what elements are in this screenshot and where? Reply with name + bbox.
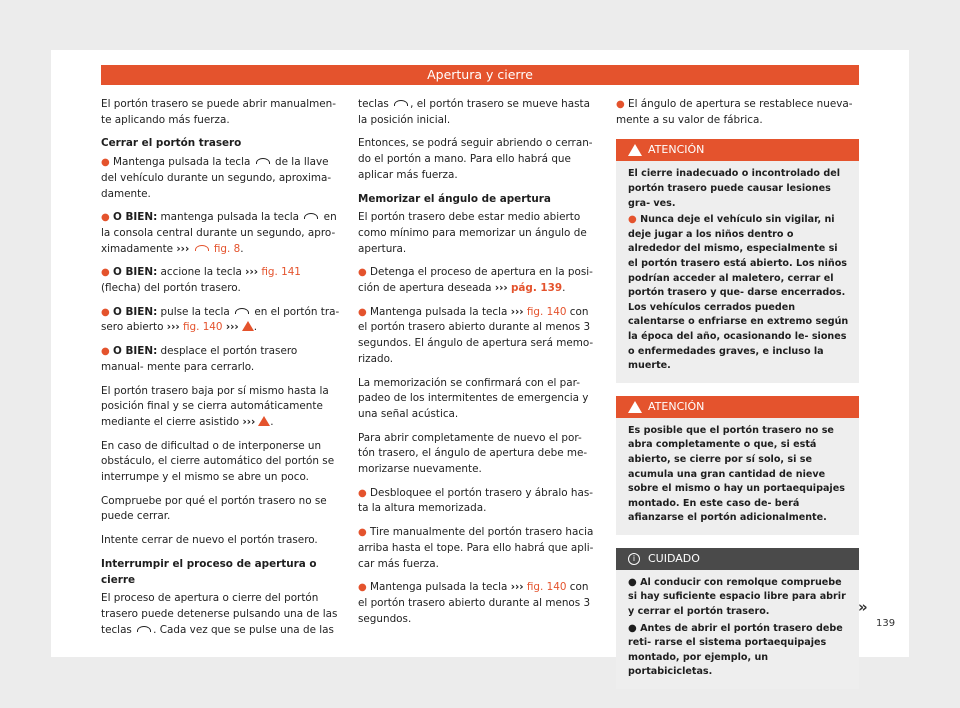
paragraph: teclas , el portón trasero se mueve hasta la posición inicial.	[358, 98, 590, 126]
list-item: ● O BIEN: desplace el portón trasero manual- mente para cerrarlo.	[101, 345, 298, 373]
info-circle-icon: i	[628, 553, 640, 565]
paragraph: En caso de dificultad o de interponerse un obstáculo, el cierre automático del portón se interrumpe y el mismo se abre un poco.	[101, 439, 335, 484]
warning-header: ATENCIÓN	[616, 396, 859, 418]
warning-triangle-icon[interactable]	[242, 321, 254, 331]
column-2	[358, 97, 600, 635]
continue-marker: »	[858, 598, 868, 616]
page-link[interactable]: pág. 139	[510, 282, 563, 295]
warning-body	[616, 161, 859, 382]
list-item: ● Mantenga pulsada la tecla de la llave del vehículo durante un segundo, aproxima- damente.	[101, 156, 332, 200]
caution-body	[616, 570, 859, 689]
warning-triangle-icon	[628, 401, 642, 413]
warning-box	[616, 396, 859, 535]
caution-header: i CUIDADO	[616, 548, 859, 570]
paragraph: El portón trasero debe estar medio abierto como mínimo para memorizar un ángulo de apertura.	[358, 211, 587, 255]
car-key-icon	[256, 158, 270, 164]
paragraph: La memorización se confirmará con el par- padeo de los intermitentes de emergencia y una señal acústica.	[358, 376, 589, 420]
car-key-icon	[304, 213, 318, 219]
list-item: ● El ángulo de apertura se restablece nueva- mente a su valor de fábrica.	[616, 98, 853, 126]
section-header: Apertura y cierre	[101, 65, 859, 85]
figure-link[interactable]: fig. 8	[213, 242, 241, 255]
warning-box	[616, 139, 859, 382]
figure-link[interactable]: fig. 140	[526, 305, 567, 318]
caution-bullet: ● Al conducir con remolque compruebe si hay suficiente espacio libre para abrir y cerrar el portón trasero.	[628, 576, 846, 618]
column-3	[616, 97, 859, 689]
caution-box	[616, 548, 859, 689]
heading-close: Cerrar el portón trasero	[101, 137, 242, 150]
car-key-icon	[137, 626, 151, 632]
list-item: ● O BIEN: pulse la tecla en el portón tra- sero abierto ››› fig. 140 ››› .	[101, 305, 340, 334]
list-item: ● Mantenga pulsada la tecla ››› fig. 140 con el portón trasero abierto durante al menos 3 segundos. El ángulo de apertura será memo- rizado.	[358, 305, 594, 365]
paragraph: Para abrir completamente de nuevo el por- tón trasero, el ángulo de apertura debe me- morizarse nuevamente.	[358, 431, 588, 476]
heading-memo: Memorizar el ángulo de apertura	[358, 192, 551, 205]
list-item: ● Mantenga pulsada la tecla ››› fig. 140 con el portón trasero abierto durante al menos 3 segundos.	[358, 581, 591, 625]
tailgate-icon	[195, 245, 209, 251]
paragraph: Compruebe por qué el portón trasero no se puede cerrar.	[101, 494, 327, 523]
figure-link[interactable]: fig. 140	[526, 581, 567, 594]
figure-link[interactable]: fig. 140	[182, 321, 223, 334]
list-item: ● O BIEN: accione la tecla ››› fig. 141 (flecha) del portón trasero.	[101, 266, 301, 295]
warning-header: ATENCIÓN	[616, 139, 859, 161]
heading-interrupt: Interrumpir el proceso de apertura o cierre	[101, 557, 317, 586]
paragraph: Entonces, se podrá seguir abriendo o cerran- do el portón a mano. Para ello habrá que aplicar más fuerza.	[358, 137, 593, 181]
bullet: ●	[101, 157, 110, 169]
page-number: 139	[876, 618, 896, 629]
warning-text: El cierre inadecuado o incontrolado del portón trasero puede causar lesiones gra- ves.	[628, 168, 841, 209]
car-key-icon	[394, 100, 408, 106]
warning-bullet: ● Nunca deje el vehículo sin vigilar, ni deje jugar a los niños dentro o alrededor del mismo, especialmente si el portón trasero está abierto. Los niños podrían acceder al maletero, cerrar el portón trasero y que- darse encerrados. Los vehículos cerrados pueden calentarse o enfriarse en extremo según la época del año, ocasionando le- siones o enfermedades graves, e incluso la muerte.	[628, 214, 849, 372]
figure-link[interactable]: fig. 141	[261, 266, 301, 279]
warning-triangle-icon	[628, 144, 642, 156]
column-1	[101, 97, 341, 646]
list-item: ● Detenga el proceso de apertura en la posi- ción de apertura deseada ››› pág. 139.	[358, 266, 593, 295]
warning-body	[616, 418, 859, 535]
car-key-icon	[235, 308, 249, 314]
paragraph: El proceso de apertura o cierre del portón trasero puede detenerse pulsando una de las teclas . Cada vez que se pulse una de las	[101, 592, 338, 636]
warning-triangle-icon[interactable]	[258, 416, 270, 426]
warning-text: Es posible que el portón trasero no se abra completamente o que, si está abierto, se cierre por sí solo, si se acumula una gran cantidad de nieve sobre el mismo o hay un portaequipajes montado. En este caso de- berá afianzarse el portón adicionalmente.	[628, 424, 845, 524]
list-item: ● Tire manualmente del portón trasero hacia arriba hasta el tope. Para ello habrá que apli- car más fuerza.	[358, 526, 594, 570]
caution-bullet: ● Antes de abrir el portón trasero debe reti- rarse el sistema portaequipajes montado, por ejemplo, un portabicicletas.	[628, 622, 843, 678]
list-item: ● O BIEN: mantenga pulsada la tecla en la consola central durante un segundo, apro- ximadamente ››› fig. 8.	[101, 211, 337, 255]
intro-text: El portón trasero se puede abrir manualmen- te aplicando más fuerza.	[101, 98, 336, 126]
paragraph: El portón trasero baja por sí mismo hasta la posición final y se cierra automáticamente mediante el cierre asistido ››› .	[101, 384, 329, 428]
paragraph: Intente cerrar de nuevo el portón trasero.	[101, 534, 318, 547]
list-item: ● Desbloquee el portón trasero y ábralo has- ta la altura memorizada.	[358, 486, 594, 515]
